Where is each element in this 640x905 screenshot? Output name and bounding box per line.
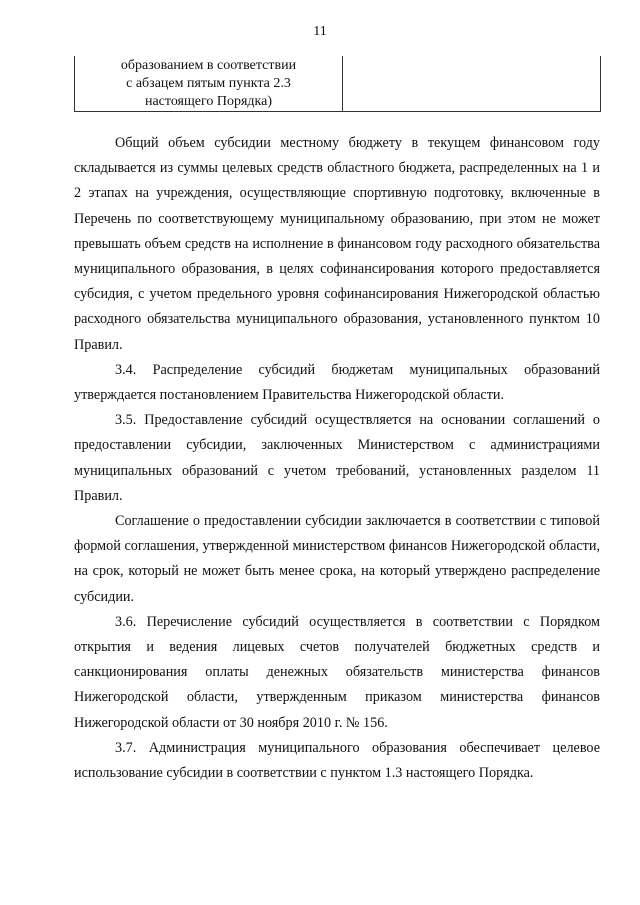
document-body <box>74 131 600 786</box>
paragraph-3-5: 3.5. Предоставление субсидий осуществляется на основании соглашений о предоставлении субсидии, заключенных Министерством с администрациями муниципальных образований с учетом требований, установленных разделом 11 Правил. <box>74 412 600 504</box>
table-cell-left <box>75 56 343 111</box>
paragraph-3-4: 3.4. Распределение субсидий бюджетам муниципальных образований утверждается постановлением Правительства Нижегородской области. <box>74 361 600 404</box>
paragraph-agreement: Соглашение о предоставлении субсидии заключается в соответствии с типовой формой соглашения, утвержденной министерством финансов Нижегородской области, на срок, который не может быть менее срока, на который утверждено распределение субсидии. <box>74 513 600 605</box>
table-cell-line: образованием в соответствии <box>120 58 297 73</box>
table-cell-line: настоящего Порядка) <box>144 94 273 109</box>
paragraph-3-7: 3.7. Администрация муниципального образования обеспечивает целевое использование субсидии в соответствии с пунктом 1.3 настоящего Порядка. <box>74 739 600 782</box>
continued-table <box>74 56 601 112</box>
paragraph-3-6: 3.6. Перечисление субсидий осуществляется в соответствии с Порядком открытия и ведения лицевых счетов получателей бюджетных средств и санкционирования оплаты денежных обязательств министерства финансов Нижегородской области, утвержденным приказом министерства финансов Нижегородской области от 30 ноября 2010 г. № 156. <box>74 613 600 731</box>
page-number: 11 <box>313 24 327 39</box>
paragraph-total-subsidy: Общий объем субсидии местному бюджету в текущем финансовом году складывается из суммы целевых средств областного бюджета, распределенных на 1 и 2 этапах на учреждения, осуществляющие спортивную подготовку, включенные в Перечень по соответствующему муниципальному образованию, при этом не может превышать объем средств на исполнение в финансовом году расходного обязательства муниципального образования, в целях софинансирования которого предоставляется субсидия, с учетом предельного уровня софинансирования Нижегородской областью расходного обязательства муниципального образования, установленного пунктом 10 Правил. <box>74 135 600 353</box>
table-cell-line: с абзацем пятым пункта 2.3 <box>126 76 291 91</box>
table-cell-right <box>343 56 600 111</box>
